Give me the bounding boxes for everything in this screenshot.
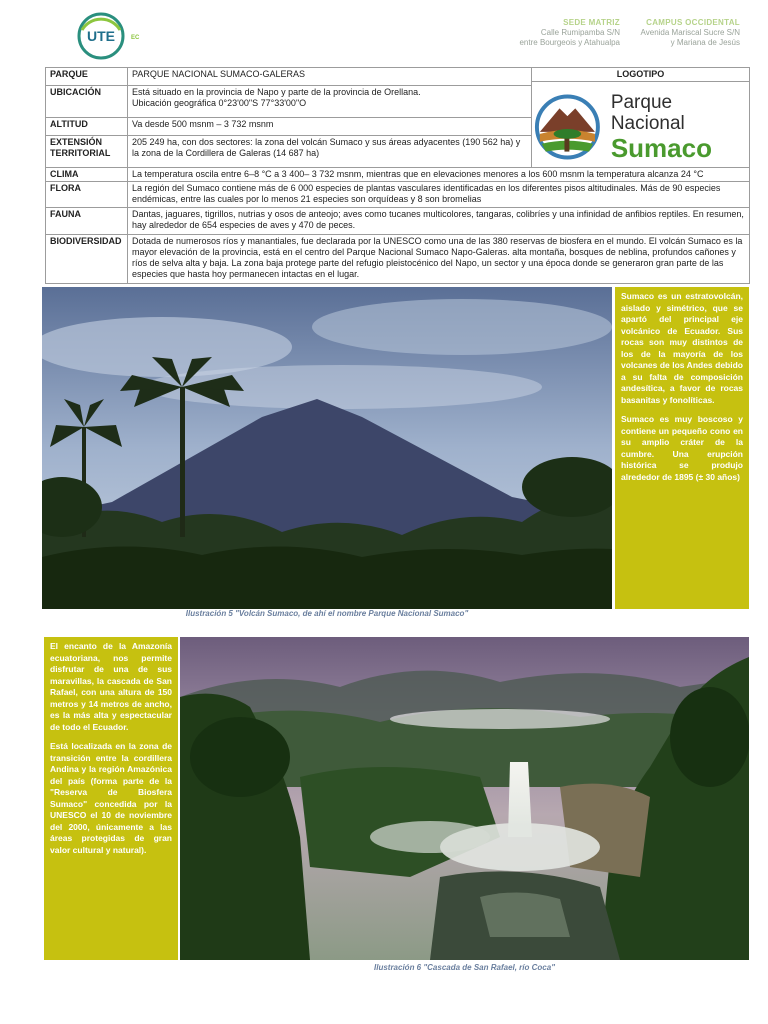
clima-label: CLIMA <box>46 167 128 182</box>
table-row <box>46 208 750 234</box>
flora-label: FLORA <box>46 182 128 208</box>
sumaco-description-p2: Sumaco es muy boscoso y contiene un pequeño cono en su amplio cráter de la cumbre. Una erupción histórica se produjo alrededor de 1895 (± 30 años) <box>621 414 743 482</box>
fauna-value: Dantas, jaguares, tigrillos, nutrias y osos de anteojo; aves como tucanes multicolores, tangaras, colibríes y una infinidad de anfibios reptiles. En resumen, hay alrededor de 654 especies de aves y 470 de peces. <box>128 208 750 234</box>
parque-label: PARQUE <box>46 68 128 86</box>
volcan-sumaco-photo <box>42 287 612 609</box>
biodiversidad-label: BIODIVERSIDAD <box>46 234 128 283</box>
altitud-label: ALTITUD <box>46 117 128 135</box>
sede-matriz-title: SEDE MATRIZ <box>563 18 620 27</box>
table-row <box>46 167 750 182</box>
logo-text-sumaco: Sumaco <box>610 133 712 163</box>
logo-text-parque-nacional: Parque Nacional <box>610 92 685 134</box>
logotipo-label: LOGOTIPO <box>532 68 749 82</box>
extension-value: 205 249 ha, con dos sectores: la zona del volcán Sumaco y sus áreas adyacentes (190 562 ha) y la zona de la Cordillera de Galeras (14 687 ha) <box>128 135 532 167</box>
ubicacion-line2: Ubicación geográfica 0°23'00"S 77°33'00"O <box>132 97 307 108</box>
table-row <box>46 182 750 208</box>
cascada-description-box <box>44 637 178 960</box>
ubicacion-label: UBICACIÓN <box>46 85 128 117</box>
ute-logo <box>74 12 144 60</box>
ubicacion-line1: Está situado en la provincia de Napo y parte de la provincia de Orellana. <box>132 86 421 97</box>
extension-label: EXTENSIÓN TERRITORIAL <box>46 135 128 167</box>
cascada-description-p1: El encanto de la Amazonía ecuatoriana, nos permite disfrutar de una de sus maravillas, la cascada de San Rafael, con una altura de 150 metros y 14 metros de ancho, es la más alta y espectacular de todo el Ecuador. <box>50 641 172 732</box>
illustration-5-caption: Ilustración 5 "Volcán Sumaco, de ahí el nombre Parque Nacional Sumaco" <box>185 609 469 618</box>
campus-line1: Avenida Mariscal Sucre S/N <box>640 28 740 37</box>
sede-matriz-address <box>504 18 620 48</box>
illustration-6-caption: Ilustración 6 "Cascada de San Rafael, río Coca" <box>374 963 555 972</box>
altitud-value: Va desde 500 msnm – 3 732 msnm <box>128 117 532 135</box>
parque-nacional-logo <box>532 92 749 162</box>
campus-occidental-address <box>628 18 740 48</box>
logotipo-cell <box>532 68 750 168</box>
sumaco-emblem-icon <box>532 94 603 160</box>
flora-value: La región del Sumaco contiene más de 6 000 especies de plantas vasculares identificadas en los diferentes pisos altitudinales. Más de 90 especies endémicas, entre las cuales por lo menos 21 especies son orquídeas y 8 son bromelias <box>128 182 750 208</box>
sede-matriz-line2: entre Bourgeois y Atahualpa <box>519 38 620 47</box>
sede-matriz-line1: Calle Rumipamba S/N <box>540 28 620 37</box>
sumaco-description-p1: Sumaco es un estratovolcán, aislado y simétrico, que se apartó del principal eje volcánico de Ecuador. Sus rocas son muy distintos de los de la mayoría de los volcanes de los Andes debido a su falta de composición andesítica, a favor de rocas basanitas y fonolíticas. <box>621 291 743 405</box>
campus-title: CAMPUS OCCIDENTAL <box>646 18 740 27</box>
ubicacion-value <box>128 85 532 117</box>
table-row <box>46 234 750 283</box>
ute-logo-suffix: EC <box>131 35 140 41</box>
park-info-table <box>45 67 750 284</box>
biodiversidad-value: Dotada de numerosos ríos y manantiales, fue declarada por la UNESCO como una de las 380 reservas de biosfera en el mundo. El volcán Sumaco es la mayor elevación de la provincia, está en el centro del Parque Nacional Sumaco Napo-Galeras. alta montaña, bosques de neblina, profundos cañones y ríos de selva alta y baja. La zona baja protege parte del refugio pleistocénico del Napo, un sector y una época donde se generaron gran parte de las especies que hasta hoy permanecen intactas en el lugar. <box>128 234 750 283</box>
ute-logo-text: UTE <box>87 28 115 44</box>
parque-value: PARQUE NACIONAL SUMACO-GALERAS <box>128 68 532 86</box>
fauna-label: FAUNA <box>46 208 128 234</box>
table-row <box>46 68 750 86</box>
clima-value: La temperatura oscila entre 6–8 °C a 3 400– 3 732 msnm, mientras que en elevaciones menores a los 600 msnm la temperatura alcanza 24 °C <box>128 167 750 182</box>
campus-line2: y Mariana de Jesús <box>670 38 740 47</box>
cascada-description-p2: Está localizada en la zona de transición entre la cordillera Andina y la región Amazónica del país (forma parte de la "Reserva de Biosfera Sumaco" concedida por la UNESCO el 10 de noviembre del 2000, únicamente a las áreas protegidas de gran valor cultural y natural). <box>50 741 172 855</box>
cascada-san-rafael-photo <box>180 637 749 960</box>
sumaco-description-box <box>615 287 749 609</box>
